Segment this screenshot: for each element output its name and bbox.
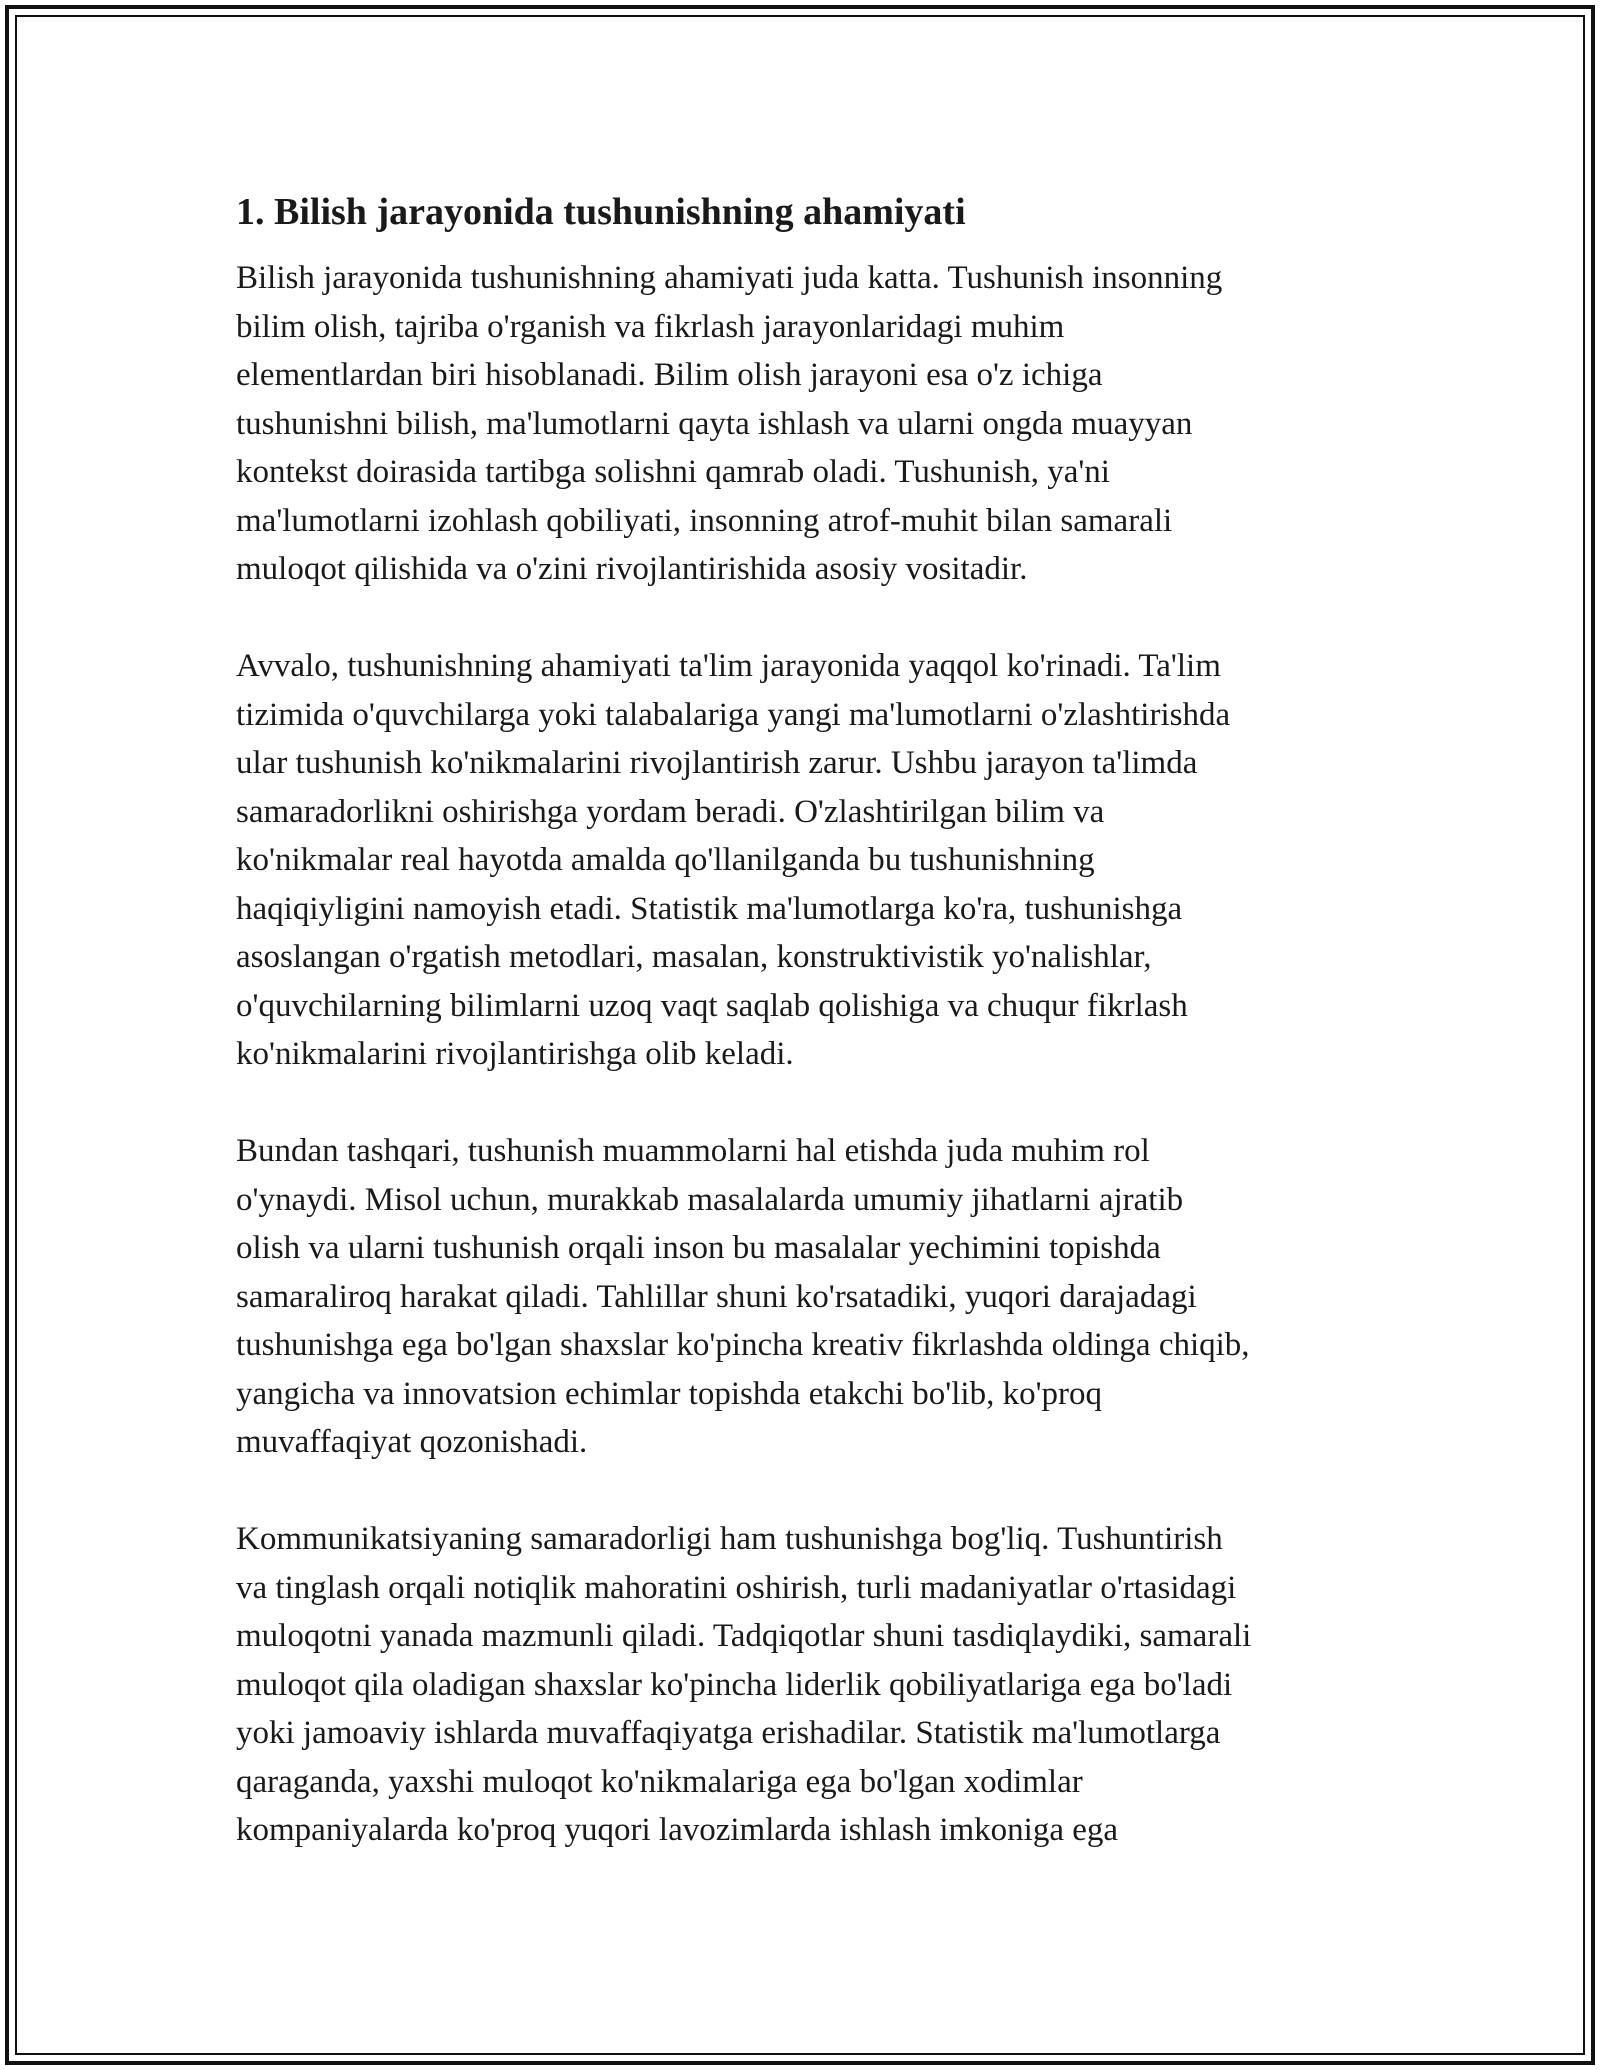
paragraph-4: Kommunikatsiyaning samaradorligi ham tushunishga bog'liq. Tushuntirish va tinglash orqali notiqlik mahoratini oshirish, turli madaniyatlar o'rtasidagi muloqotni yanada mazmunli qiladi. Tadqiqotlar shuni tasdiqlaydiki, samarali muloqot qila oladigan shaxslar ko'pincha liderlik qobiliyatlariga ega bo'ladi yoki jamoaviy ishlarda muvaffaqiyatga erishadilar. Statistik ma'lumotlarga qaraganda, yaxshi muloqot ko'nikmalariga ega bo'lgan xodimlar kompaniyalarda ko'proq yuqori lavozimlarda ishlash imkoniga ega (236, 1521, 1252, 1848)
paragraph-3: Bundan tashqari, tushunish muammolarni hal etishda juda muhim rol o'ynaydi. Misol uchun, murakkab masalalarda umumiy jihatlarni ajratib olish va ularni tushunish orqali inson bu masalalar yechimini topishda samaraliroq harakat qiladi. Tahlillar shuni ko'rsatadiki, yuqori darajadagi tushunishga ega bo'lgan shaxslar ko'pincha kreativ fikrlashda oldinga chiqib, yangicha va innovatsion echimlar topishda etakchi bo'lib, ko'proq muvaffaqiyat qozonishadi. (236, 1133, 1250, 1460)
document-body (236, 188, 1366, 1903)
paragraph-2: Avvalo, tushunishning ahamiyati ta'lim jarayonida yaqqol ko'rinadi. Ta'lim tizimida o'quvchilarga yoki talabalariga yangi ma'lumotlarni o'zlashtirishda ular tushunish ko'nikmalarini rivojlantirish zarur. Ushbu jarayon ta'limda samaradorlikni oshirishga yordam beradi. O'zlashtirilgan bilim va ko'nikmalar real hayotda amalda qo'llanilganda bu tushunishning haqiqiyligini namoyish etadi. Statistik ma'lumotlarga ko'ra, tushunishga asoslangan o'rgatish metodlari, masalan, konstruktivistik yo'nalishlar, o'quvchilarning bilimlarni uzoq vaqt saqlab qolishiga va chuqur fikrlash ko'nikmalarini rivojlantirishga olib keladi. (236, 648, 1231, 1072)
section-heading: 1. Bilish jarayonida tushunishning ahamiyati (236, 191, 966, 233)
paragraph-1: Bilish jarayonida tushunishning ahamiyati juda katta. Tushunish insonning bilim olish, tajriba o'rganish va fikrlash jarayonlaridagi muhim elementlardan biri hisoblanadi. Bilim olish jarayoni esa o'z ichiga tushunishni bilish, ma'lumotlarni qayta ishlash va ularni ongda muayyan kontekst doirasida tartibga solishni qamrab oladi. Tushunish, ya'ni ma'lumotlarni izohlash qobiliyati, insonning atrof-muhit bilan samarali muloqot qilishida va o'zini rivojlantirishida asosiy vositadir. (236, 260, 1223, 587)
